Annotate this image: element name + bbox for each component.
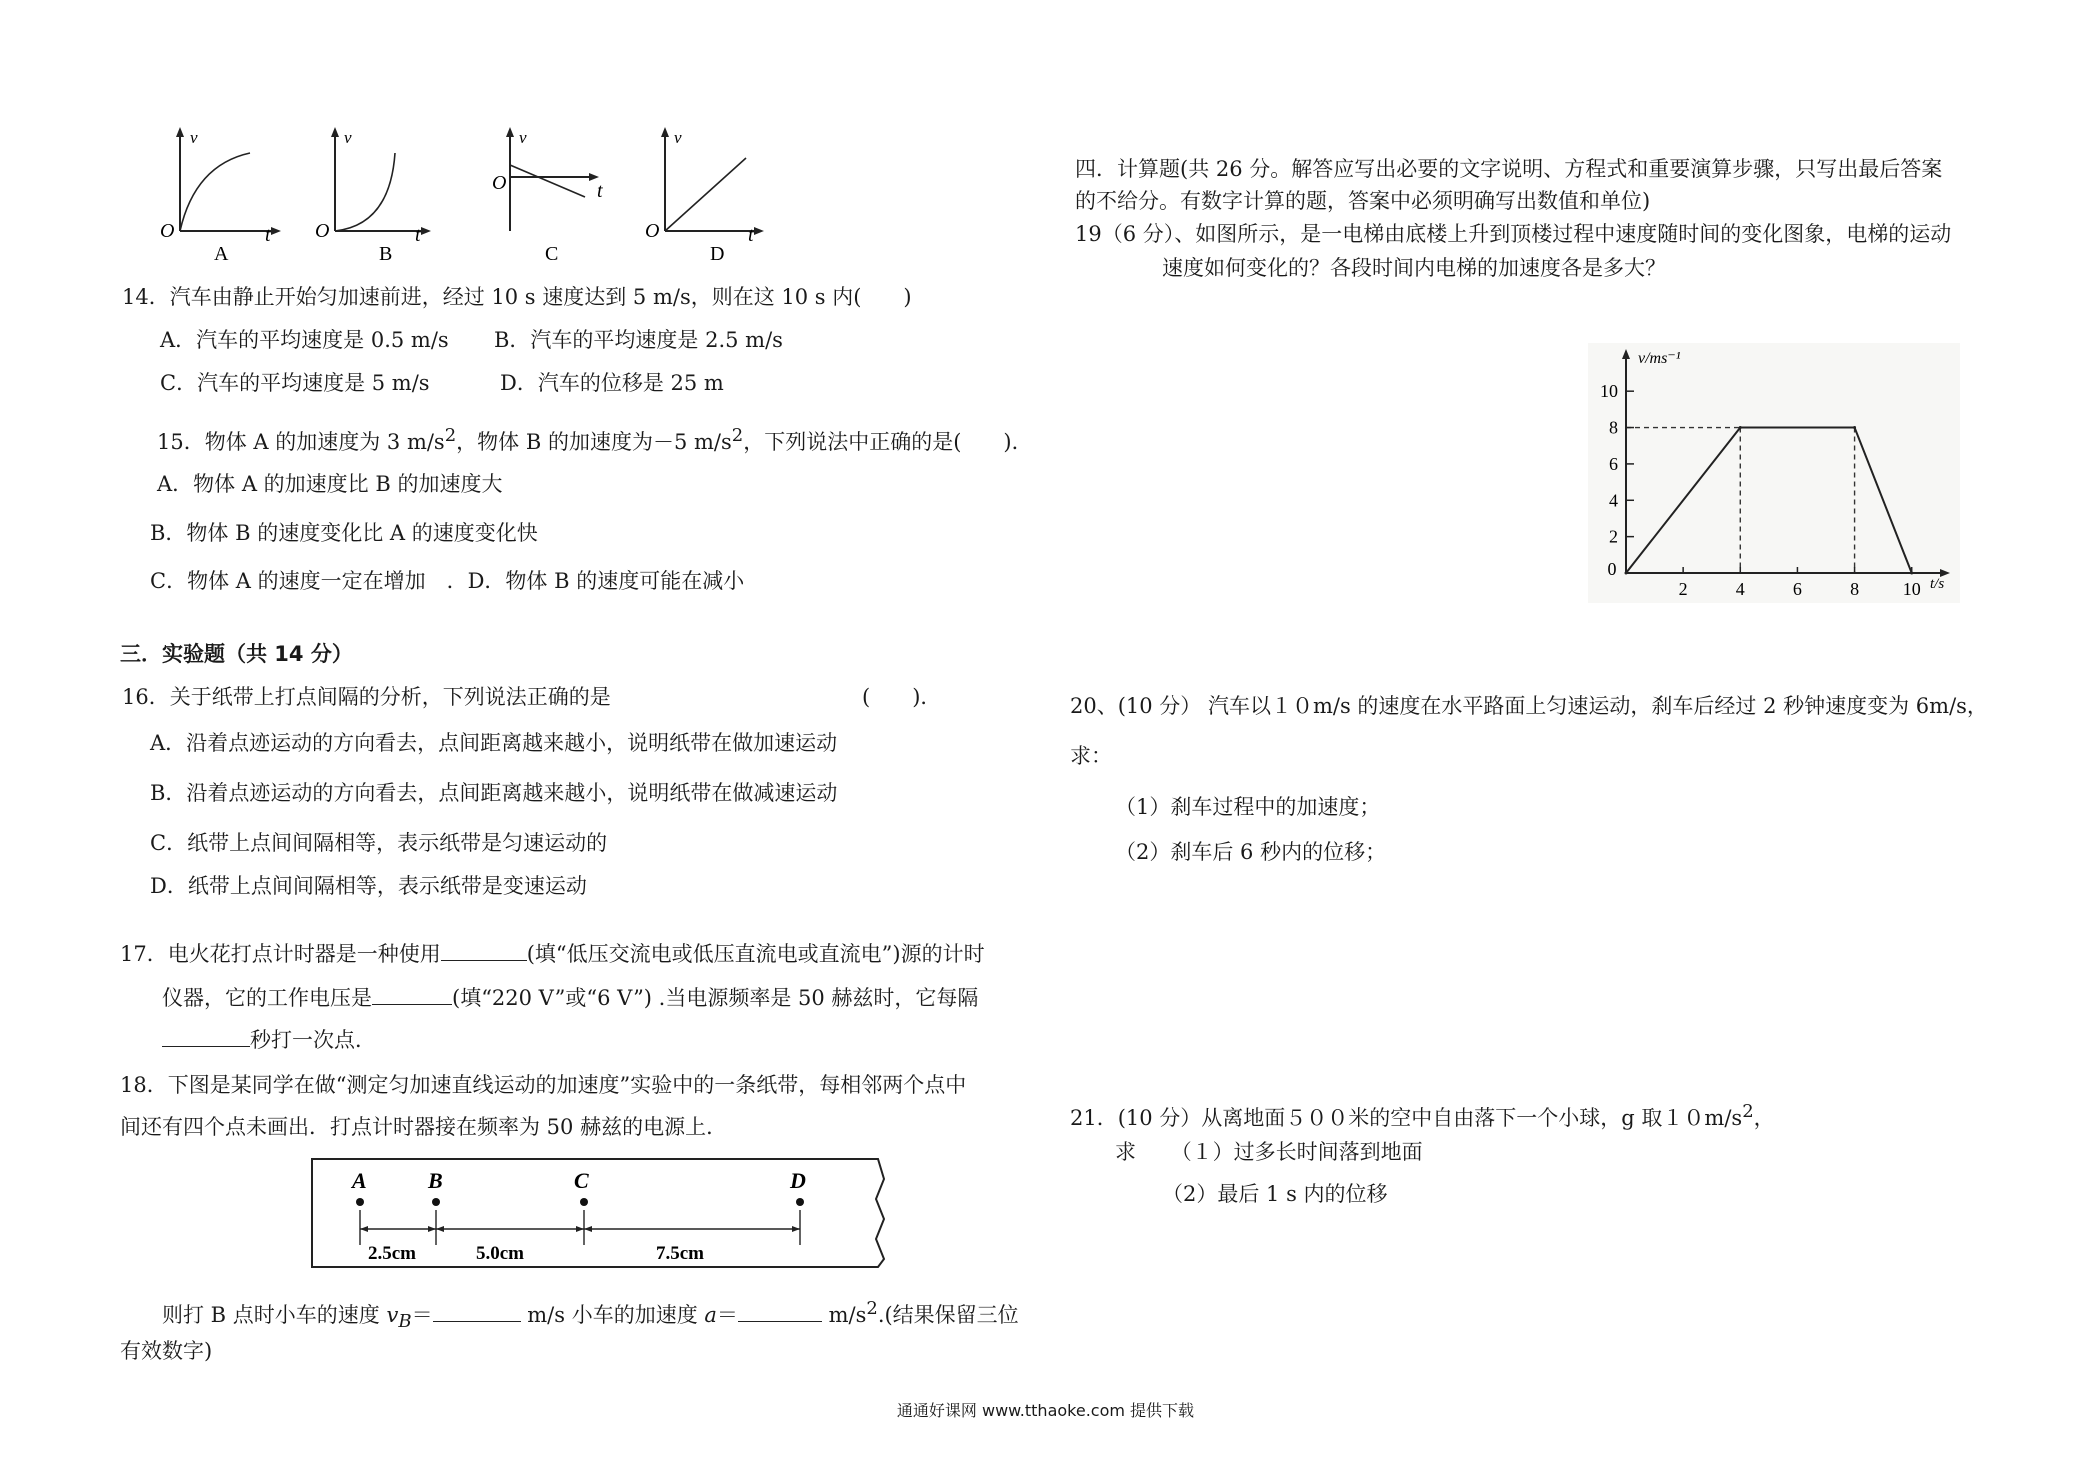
x-tick-label: 10 [1902, 579, 1921, 599]
q14-option-d: D．汽车的位移是 25 m [500, 371, 724, 395]
q15-option-cd: C．物体 A 的速度一定在增加 ．D．物体 B 的速度可能在减小 [150, 569, 745, 593]
page-footer: 通通好课网 www.tthaoke.com 提供下载 [896, 1401, 1195, 1420]
q18-ans-f: .(结果保留三位 [877, 1303, 1019, 1327]
q20-part-1: （1）刹车过程中的加速度； [1115, 795, 1381, 819]
graph-b-t: t [415, 224, 421, 246]
q21-l1end: ， [1753, 1106, 1775, 1130]
q18-vb-sub: B [398, 1311, 412, 1333]
chart-xlabel: t/s [1930, 576, 1945, 592]
velocity-point [1739, 426, 1742, 429]
x-tick-label: 8 [1850, 579, 1860, 599]
q15-sup-2: 2 [731, 425, 744, 446]
q21-line-3: （2）最后 1 s 内的位移 [1162, 1182, 1388, 1206]
q16-paren: ( )． [862, 685, 942, 709]
q15-stem-part2: ，物体 B 的加速度为－5 m/s [456, 430, 732, 454]
graph-d-o: O [645, 220, 660, 242]
q16-option-c: C．纸带上点间间隔相等，表示纸带是匀速运动的 [150, 831, 608, 855]
q21-l2b: （１）过多长时间落到地面 [1170, 1140, 1423, 1164]
q17-blank-1[interactable] [441, 940, 527, 961]
q15-sup-1: 2 [444, 425, 457, 446]
tape-point-b: B [428, 1168, 443, 1193]
q17-l2b: (填“220 V”或“6 V”) .当电源频率是 50 赫兹时，它每隔 [452, 986, 979, 1010]
q18-answer-line [162, 1295, 1019, 1336]
x-tick-label: 6 [1792, 579, 1802, 599]
q18-ans-e: m/s [821, 1303, 867, 1327]
q18-answer-line-2: 有效数字) [120, 1339, 213, 1363]
q14-option-c: C．汽车的平均速度是 5 m/s [160, 371, 430, 395]
graph-d-t: t [748, 224, 754, 246]
q21-l2a: 求 [1115, 1140, 1136, 1164]
q18-ans-a: 则打 B 点时小车的速度 [162, 1303, 387, 1327]
graph-b [315, 127, 431, 265]
graph-b-v: v [344, 128, 352, 147]
graph-a-o: O [160, 220, 175, 242]
q14-stem: 14．汽车由静止开始匀加速前进，经过 10 s 速度达到 5 m/s，则在这 10 s 内( ) [122, 285, 912, 309]
q17-l2a: 仪器，它的工作电压是 [162, 986, 372, 1010]
q17-blank-2[interactable] [372, 984, 452, 1005]
q17-line-3 [162, 1026, 376, 1054]
graph-c-label: C [545, 243, 559, 265]
graph-a-label: A [214, 243, 229, 265]
q17-l1a: 17．电火花打点计时器是一种使用 [120, 942, 441, 966]
section-3-heading: 三．实验题（共 14 分） [120, 642, 353, 666]
graph-a-v: v [190, 128, 198, 147]
velocity-point [1625, 572, 1628, 575]
q21-line-1 [1070, 1098, 1775, 1132]
q20-line-2: 求： [1070, 744, 1112, 768]
tape-point-d: D [790, 1168, 806, 1193]
q15-option-a: A．物体 A 的加速度比 B 的加速度大 [157, 472, 503, 496]
y-tick-label: 4 [1609, 490, 1618, 511]
graph-a [160, 127, 281, 265]
q16-option-a: A．沿着点迹运动的方向看去，点间距离越来越小，说明纸带在做加速运动 [150, 731, 838, 755]
elevator-vt-chart [1588, 343, 1960, 603]
graph-b-o: O [315, 220, 330, 242]
q20-line-1: 20、(10 分） 汽车以１０m/s 的速度在水平路面上匀速运动，刹车后经过 2 秒钟速度变为 6m/s， [1070, 694, 1988, 718]
graph-c-o: O [492, 172, 507, 194]
q17-l3: 秒打一次点． [250, 1028, 376, 1052]
tape-gap-cd: 7.5cm [656, 1243, 705, 1264]
q18-vb: v [386, 1303, 399, 1327]
graph-c [492, 127, 603, 265]
tape-point-c: C [574, 1168, 589, 1193]
paper-tape-figure [310, 1155, 890, 1275]
q15-stem [157, 422, 1033, 456]
q16-option-b: B．沿着点迹运动的方向看去，点间距离越来越小，说明纸带在做减速运动 [150, 781, 838, 805]
q17-blank-3[interactable] [162, 1026, 250, 1047]
q18-blank-vb[interactable] [433, 1301, 521, 1322]
graph-c-v: v [519, 128, 527, 147]
q18-ans-sup: 2 [866, 1298, 878, 1319]
velocity-point [1853, 426, 1856, 429]
graph-d [645, 127, 764, 265]
q17-line-2 [162, 984, 978, 1012]
graph-c-t: t [597, 180, 603, 202]
graph-d-v: v [674, 128, 682, 147]
q21-l1: 21．(10 分）从离地面５００米的空中自由落下一个小球，g 取１０m/s [1070, 1106, 1743, 1130]
q18-blank-a[interactable] [738, 1301, 822, 1322]
y-tick-label: 6 [1609, 453, 1618, 474]
q19-line-1: 19（6 分）、如图所示，是一电梯由底楼上升到顶楼过程中速度随时间的变化图象，电梯的运动 [1075, 222, 1952, 246]
q20-part-2: （2）刹车后 6 秒内的位移； [1115, 840, 1387, 864]
x-tick-label: 0 [1607, 559, 1617, 579]
y-tick-label: 10 [1600, 381, 1618, 402]
q17-line-1 [120, 940, 985, 968]
q18-line-2: 间还有四个点未画出．打点计时器接在频率为 50 赫兹的电源上． [120, 1115, 728, 1139]
velocity-point [1910, 572, 1913, 575]
q18-ans-b: ＝ [411, 1303, 433, 1327]
tape-gap-ab: 2.5cm [368, 1243, 417, 1264]
q16-stem: 16．关于纸带上打点间隔的分析，下列说法正确的是 [122, 685, 611, 709]
q17-l1b: (填“低压交流电或低压直流电或直流电”)源的计时 [526, 942, 985, 966]
tape-gap-bc: 5.0cm [476, 1243, 525, 1264]
tape-point-a: A [352, 1168, 367, 1193]
y-tick-label: 2 [1609, 526, 1618, 547]
q19-line-2: 速度如何变化的？各段时间内电梯的加速度各是多大？ [1162, 256, 1666, 280]
q18-acc: a [704, 1303, 717, 1327]
q14-option-b: B．汽车的平均速度是 2.5 m/s [494, 328, 783, 352]
q14-option-a: A．汽车的平均速度是 0.5 m/s [160, 328, 449, 352]
q15-stem-part1: 15．物体 A 的加速度为 3 m/s [157, 430, 445, 454]
q18-line-1: 18．下图是某同学在做“测定匀加速直线运动的加速度”实验中的一条纸带，每相邻两个点中 [120, 1073, 967, 1097]
section-4-line-2: 的不给分。有数字计算的题，答案中必须明确写出数值和单位) [1075, 189, 1651, 213]
graph-a-t: t [265, 224, 271, 246]
q21-sup: 2 [1742, 1101, 1754, 1122]
q18-ans-d: ＝ [716, 1303, 738, 1327]
q15-option-b: B．物体 B 的速度变化比 A 的速度变化快 [150, 521, 538, 545]
q15-stem-part3: ，下列说法中正确的是( )． [743, 430, 1033, 454]
graph-d-label: D [710, 243, 725, 265]
q21-line-2 [1115, 1138, 1423, 1166]
q18-ans-c: m/s 小车的加速度 [520, 1303, 705, 1327]
x-tick-label: 4 [1735, 579, 1745, 599]
chart-ylabel: v/ms⁻¹ [1638, 350, 1681, 367]
x-tick-label: 2 [1678, 579, 1688, 599]
y-tick-label: 8 [1609, 417, 1618, 438]
section-4-line-1: 四．计算题(共 26 分。解答应写出必要的文字说明、方程式和重要演算步骤，只写出最后答案 [1075, 157, 1943, 181]
vt-graphs-figure [150, 125, 800, 275]
graph-b-label: B [379, 243, 393, 265]
q16-option-d: D．纸带上点间间隔相等，表示纸带是变速运动 [150, 874, 587, 898]
